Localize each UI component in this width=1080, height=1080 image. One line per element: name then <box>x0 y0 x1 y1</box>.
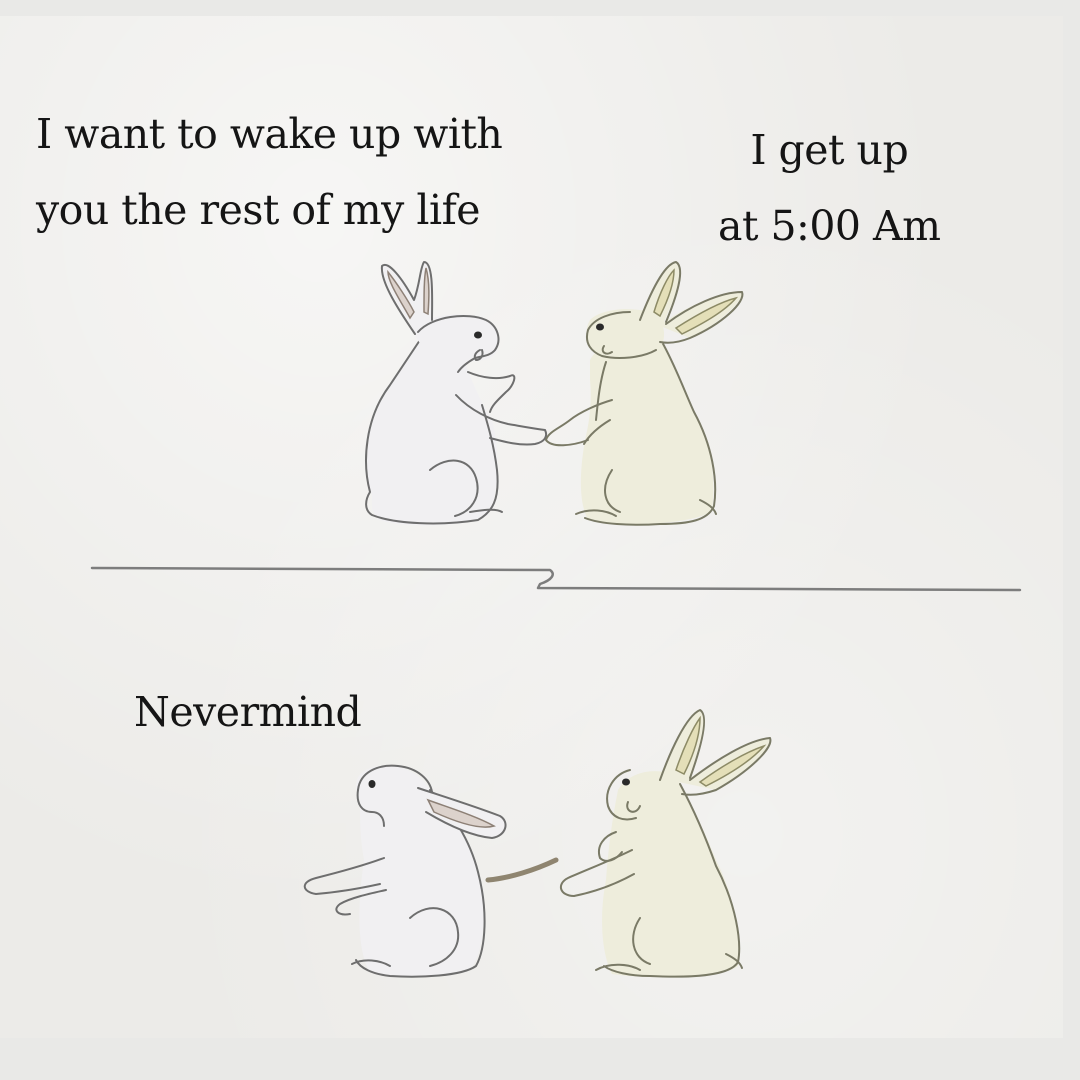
caption-top-left <box>36 96 502 248</box>
caption-bottom <box>134 674 361 750</box>
rabbit-yellow-top <box>546 262 742 525</box>
rabbit-white-bottom <box>305 766 556 977</box>
caption-top-left-line-2: you the rest of my life <box>36 186 481 234</box>
caption-top-right <box>718 112 941 264</box>
caption-top-right-line-1: I get up <box>750 126 909 174</box>
caption-bottom-text: Nevermind <box>134 688 362 736</box>
rabbit-yellow-bottom <box>561 710 771 977</box>
pulled-arm <box>488 860 556 880</box>
caption-top-left-line-1: I want to wake up with <box>36 110 503 158</box>
panel-divider-line <box>92 568 1020 590</box>
rabbit-white-top <box>365 262 546 525</box>
caption-top-right-line-2: at 5:00 Am <box>718 202 941 250</box>
